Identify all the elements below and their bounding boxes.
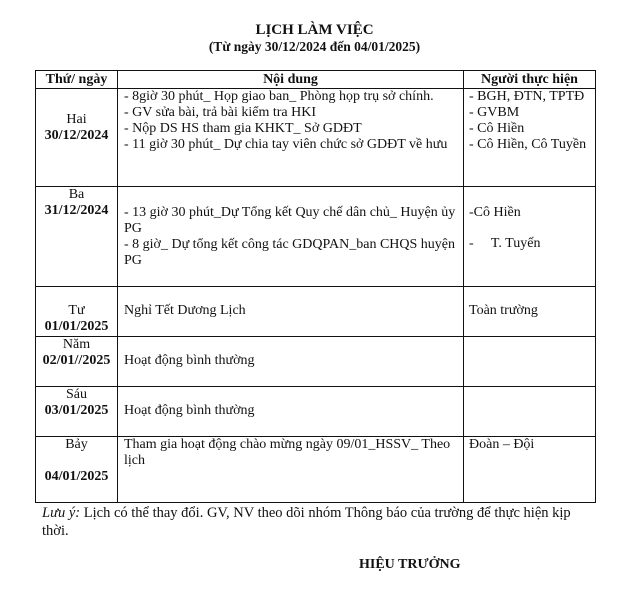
day-cell	[36, 89, 118, 187]
column-header-day: Thứ/ ngày	[36, 71, 118, 89]
note	[42, 504, 572, 540]
people-line: Toàn trường	[469, 303, 538, 318]
content-cell	[118, 387, 464, 437]
content-line: Tham gia hoạt động chào mừng ngày 09/01_HSSV_ Theo lịch	[124, 437, 451, 468]
people-line: - Cô Hiền	[469, 121, 525, 136]
people-cell	[464, 89, 596, 187]
day-date: 02/01//2025	[42, 353, 111, 368]
people-line: -Cô Hiền	[469, 205, 521, 220]
content-cell	[118, 337, 464, 387]
note-label: Lưu ý:	[42, 505, 81, 521]
column-header-content: Nội dung	[118, 71, 464, 89]
people-line: - BGH, ĐTN, TPTĐ	[469, 89, 585, 104]
people-cell	[464, 387, 596, 437]
table-row	[36, 337, 596, 387]
people-cell	[464, 437, 596, 503]
day-name: Ba	[68, 187, 85, 202]
table-row	[36, 437, 596, 503]
people-line: - Cô Hiền, Cô Tuyền	[469, 137, 587, 152]
day-name: Bảy	[65, 437, 88, 452]
content-cell	[118, 287, 464, 337]
document-subtitle: (Từ ngày 30/12/2024 đến 04/01/2025)	[208, 39, 421, 54]
day-name: Năm	[62, 337, 91, 352]
table-header-row	[36, 71, 596, 89]
day-name: Hai	[66, 111, 87, 127]
day-cell	[36, 187, 118, 287]
content-line: Hoạt động bình thường	[124, 353, 255, 368]
signature-title: HIỆU TRƯỞNG	[359, 557, 461, 572]
people-cell	[464, 187, 596, 287]
day-date: 04/01/2025	[44, 469, 109, 484]
people-line: Đoàn – Đội	[469, 437, 535, 452]
content-line: - GV sửa bài, trả bài kiểm tra HKI	[124, 105, 316, 120]
table-row	[36, 89, 596, 187]
schedule-table	[35, 70, 596, 503]
column-header-people: Người thực hiện	[464, 71, 596, 89]
day-date: 31/12/2024	[44, 203, 109, 218]
content-line: - 13 giờ 30 phút_Dự Tổng kết Quy chế dân chủ_ Huyện ủy PG	[124, 205, 456, 236]
day-cell	[36, 437, 118, 503]
content-cell	[118, 89, 464, 187]
day-cell	[36, 337, 118, 387]
content-line: - 8giờ 30 phút_ Họp giao ban_ Phòng họp trụ sở chính.	[124, 89, 434, 104]
day-cell	[36, 287, 118, 337]
table-row	[36, 187, 596, 287]
content-line: - Nộp DS HS tham gia KHKT_ Sở GDĐT	[124, 121, 362, 136]
table-row	[36, 287, 596, 337]
content-line: Nghỉ Tết Dương Lịch	[124, 303, 246, 318]
document-title: LỊCH LÀM VIỆC	[255, 22, 374, 38]
content-cell	[118, 437, 464, 503]
content-line: - 11 giờ 30 phút_ Dự chia tay viên chức sở GDĐT về hưu	[124, 137, 448, 152]
content-cell	[118, 187, 464, 287]
people-line: - T. Tuyến	[469, 236, 541, 251]
note-text: Lịch có thể thay đổi. GV, NV theo dõi nhóm Thông báo của trường để thực hiện kịp thời.	[42, 505, 571, 539]
day-date: 03/01/2025	[44, 403, 109, 418]
day-cell	[36, 387, 118, 437]
table-row	[36, 387, 596, 437]
day-name: Sáu	[66, 387, 87, 402]
content-line: - 8 giờ_ Dự tổng kết công tác GDQPAN_ban CHQS huyện PG	[124, 237, 456, 268]
content-line: Hoạt động bình thường	[124, 403, 255, 418]
people-line: - GVBM	[469, 105, 520, 120]
day-date: 30/12/2024	[44, 127, 109, 143]
people-cell	[464, 337, 596, 387]
people-cell	[464, 287, 596, 337]
day-date: 01/01/2025	[44, 319, 109, 334]
day-name: Tư	[68, 303, 85, 318]
